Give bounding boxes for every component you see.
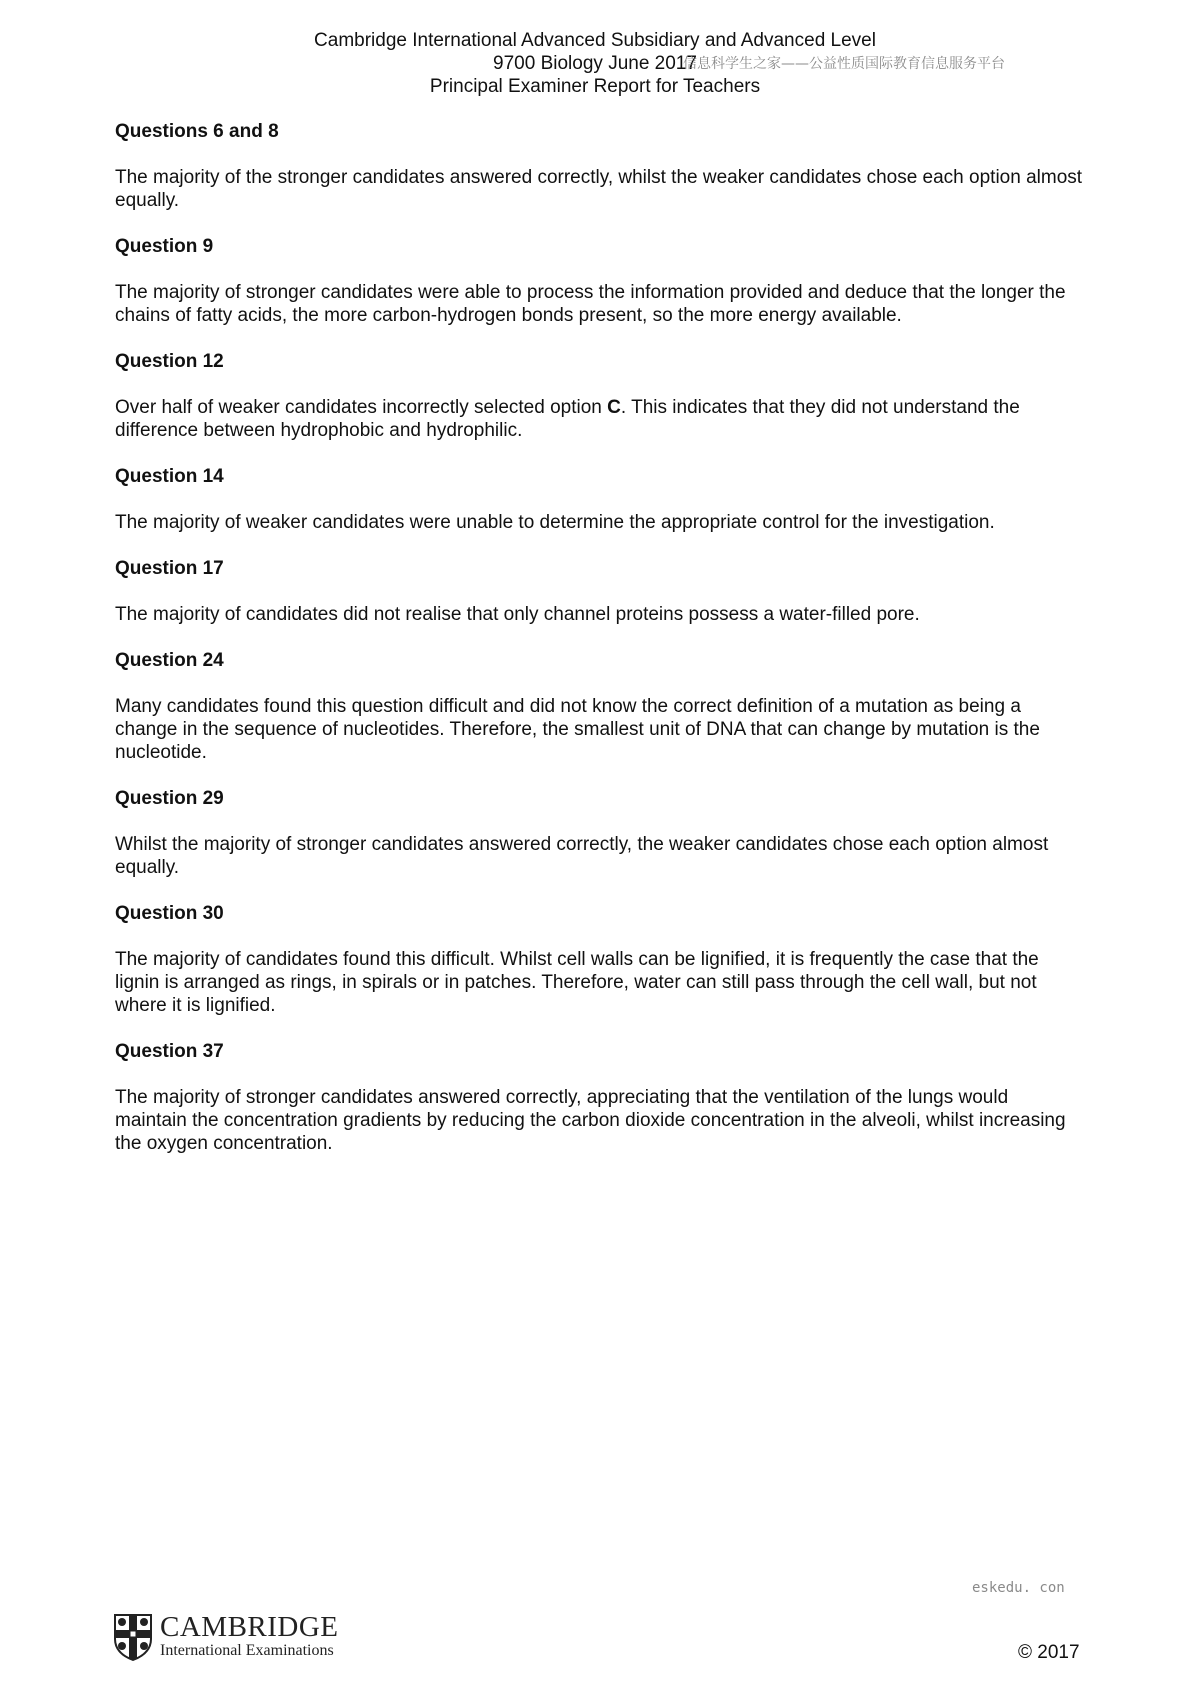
question-comment: The majority of the stronger candidates answered correctly, whilst the weaker candidates chose each option almost equally. [115,167,1083,211]
question-heading: Question 17 [115,558,224,579]
question-section [115,350,1085,442]
question-section [115,787,1085,879]
question-comment: The majority of weaker candidates were unable to determine the appropriate control for the investigation. [115,512,995,533]
question-heading: Question 24 [115,650,224,671]
option-letter: C [607,397,621,418]
comment-text-end: . This indicates that they did not understand the difference between hydrophobic and hydrophilic. [115,397,1020,441]
header-report-type: Principal Examiner Report for Teachers [429,76,761,97]
question-comment: The majority of stronger candidates were able to process the information provided and deduce that the longer the chains of fatty acids, the more carbon-hydrogen bonds present, so the more energy available. [115,282,1066,326]
question-section [115,465,1085,534]
question-heading: Question 14 [115,466,224,487]
question-comment: The majority of candidates found this difficult. Whilst cell walls can be lignified, it is frequently the case that the lignin is arranged as rings, in spirals or in patches. Therefore, water can still pass through the cell wall, but not where it is lignified. [115,949,1039,1016]
question-heading: Question 37 [115,1041,224,1062]
question-heading: Questions 6 and 8 [115,121,279,142]
watermark-text: 信息科学生之家——公益性质国际教育信息服务平台 [683,56,1005,72]
header-title: Cambridge International Advanced Subsidiary and Advanced Level [314,30,876,51]
question-heading: Question 30 [115,903,224,924]
cambridge-logo [113,1613,353,1663]
report-body [115,120,1085,1178]
header-subject: 9700 Biology June 2017 [493,53,697,74]
logo-subtitle: International Examinations [160,1642,334,1659]
question-heading: Question 29 [115,788,224,809]
question-section [115,1040,1085,1155]
page-header [0,29,1190,98]
question-section [115,649,1085,764]
question-comment: The majority of candidates did not realise that only channel proteins possess a water-filled pore. [115,604,920,625]
question-section [115,120,1085,212]
logo-name: CAMBRIDGE [160,1611,339,1643]
question-heading: Question 12 [115,351,224,372]
question-comment [115,396,1085,442]
question-comment: Whilst the majority of stronger candidates answered correctly, the weaker candidates chose each option almost equally. [115,834,1049,878]
question-section [115,235,1085,327]
question-heading: Question 9 [115,236,214,257]
question-comment: The majority of stronger candidates answered correctly, appreciating that the ventilation of the lungs would maintain the concentration gradients by reducing the carbon dioxide concentration in the alveoli, whilst increasing the oxygen concentration. [115,1087,1066,1154]
question-section [115,902,1085,1017]
cambridge-crest-icon [113,1613,153,1661]
copyright-notice: © 2017 [1018,1642,1080,1663]
footer-site-text: eskedu. con [972,1580,1065,1596]
question-section [115,557,1085,626]
comment-text-start: Over half of weaker candidates incorrectly selected option [115,397,608,418]
question-comment: Many candidates found this question difficult and did not know the correct definition of a mutation as being a change in the sequence of nucleotides. Therefore, the smallest unit of DNA that can change by mutation is the nucleotide. [115,696,1040,763]
